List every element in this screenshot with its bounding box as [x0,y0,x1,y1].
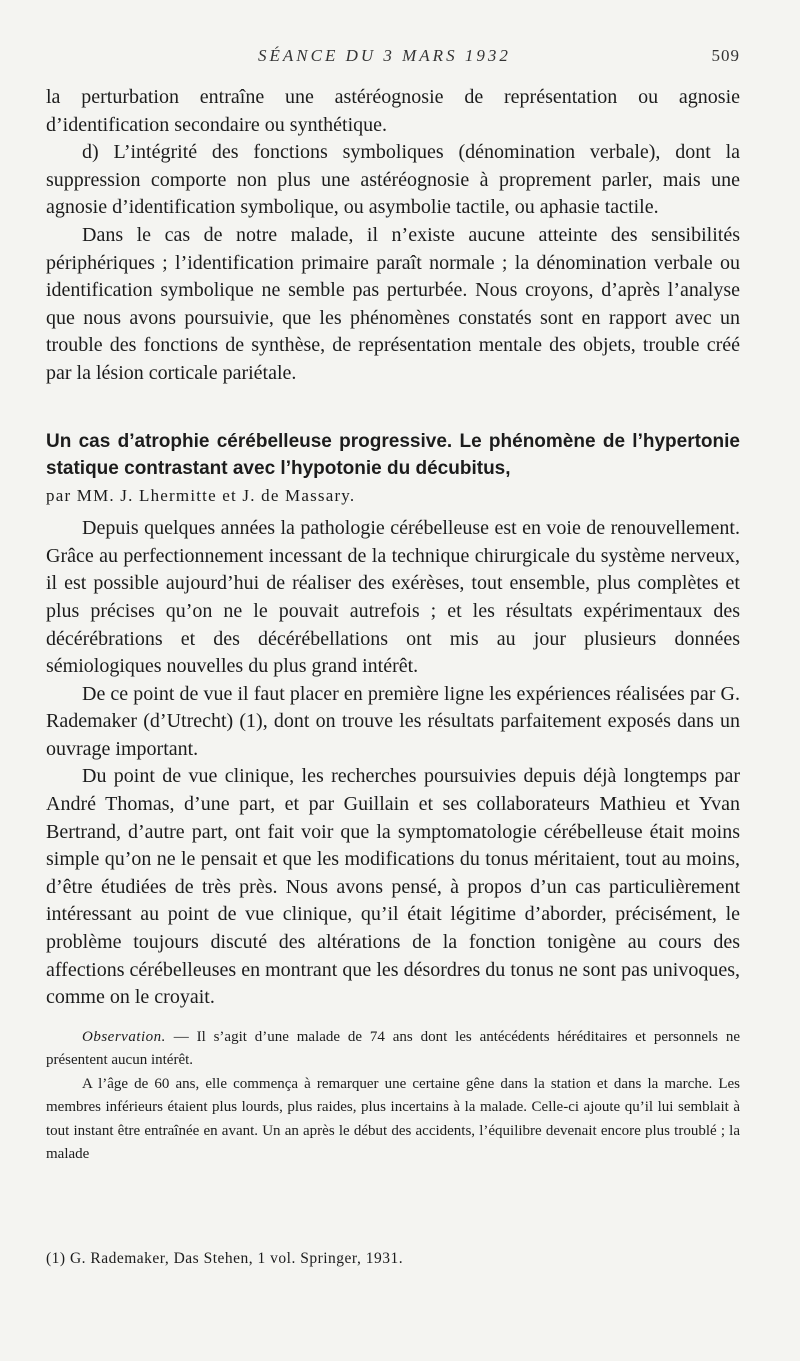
observation-block [46,1026,740,1167]
paragraph: De ce point de vue il faut placer en première ligne les expériences réalisées par G. Rademaker (d’Utrecht) (1), dont on trouve les résultats parfaitement exposés dans un ouvrage important. [46,682,740,760]
main-text [46,84,740,1167]
running-header [46,46,740,70]
paragraph: Du point de vue clinique, les recherches poursuivies depuis déjà longtemps par André Thomas, d’une part, et par Guillain et ses collaborateurs Mathieu et Yvan Bertrand, d’autre part, ont fait voir que la symptomatologie cérébelleuse était moins simple qu’on ne le pensait et que les modifications du tonus méritaient, tout au moins, d’être étudiées de très près. Nous avons pensé, à propos d’un cas particulièrement intéressant au point de vue clinique, qu’il était légitime d’aborder, précisément, le problème toujours discuté des altérations de la fonction tonigène au cours des affections cérébelleuses en montrant que les désordres du tonus ne sont pas univoques, comme on le croyait. [46,765,740,1009]
paragraph: d) L’intégrité des fonctions symboliques (dénomination verbale), dont la suppression comporte non plus une astéréognosie à proprement parler, mais une agnosie d’identification symbolique, ou asymbolie tactile, ou aphasie tactile. [46,141,740,219]
observation-text: — Il s’agit d’une malade de 74 ans dont les antécédents héréditaires et personnels ne présentent aucun intérêt. [46,1028,740,1069]
observation-label: Observation. [82,1028,166,1045]
section-title: Un cas d’atrophie cérébelleuse progressive. Le phénomène de l’hypertonie statique contrastant avec l’hypotonie du décubitus, [46,430,740,479]
section-authors: par MM. J. Lhermitte et J. de Massary. [46,485,356,505]
footnote: (1) G. Rademaker, Das Stehen, 1 vol. Springer, 1931. [46,1250,404,1267]
paragraph: la perturbation entraîne une astéréognosie de représentation ou agnosie d’identification secondaire ou synthétique. [46,86,740,136]
paragraph: Dans le cas de notre malade, il n’existe aucune atteinte des sensibilités périphériques ; l’identification primaire paraît normale ; la dénomination verbale ou identification symbolique ne semble pas perturbée. Nous croyons, d’après l’analyse que nous avons poursuivie, que les phénomènes constatés sont en rapport avec un trouble des fonctions de synthèse, de représentation mentale des objets, trouble créé par la lésion corticale pariétale. [46,223,740,384]
observation-paragraph: A l’âge de 60 ans, elle commença à remarquer une certaine gêne dans la station et dans la marche. Les membres inférieurs étaient plus lourds, plus raides, plus incertains à la malade. Celle-ci ajoute qu’il lui semblait à tout instant être entraînée en avant. Un an après le début des accidents, l’équilibre devenait encore plus troublé ; la malade [46,1075,740,1163]
running-title: SÉANCE DU 3 MARS 1932 [258,46,511,65]
paragraph: Depuis quelques années la pathologie cérébelleuse est en voie de renouvellement. Grâce au perfectionnement incessant de la technique chirurgicale du système nerveux, il est possible aujourd’hui de réaliser des exérèses, tout ensemble, plus complètes et plus précises qu’on ne le pouvait autrefois ; et les résultats expérimentaux des décérébrations et des décérébellations ont mis au jour plusieurs données sémiologiques nouvelles du plus grand intérêt. [46,517,740,678]
page-number: 509 [711,46,740,65]
observation-paragraph [46,1026,740,1073]
